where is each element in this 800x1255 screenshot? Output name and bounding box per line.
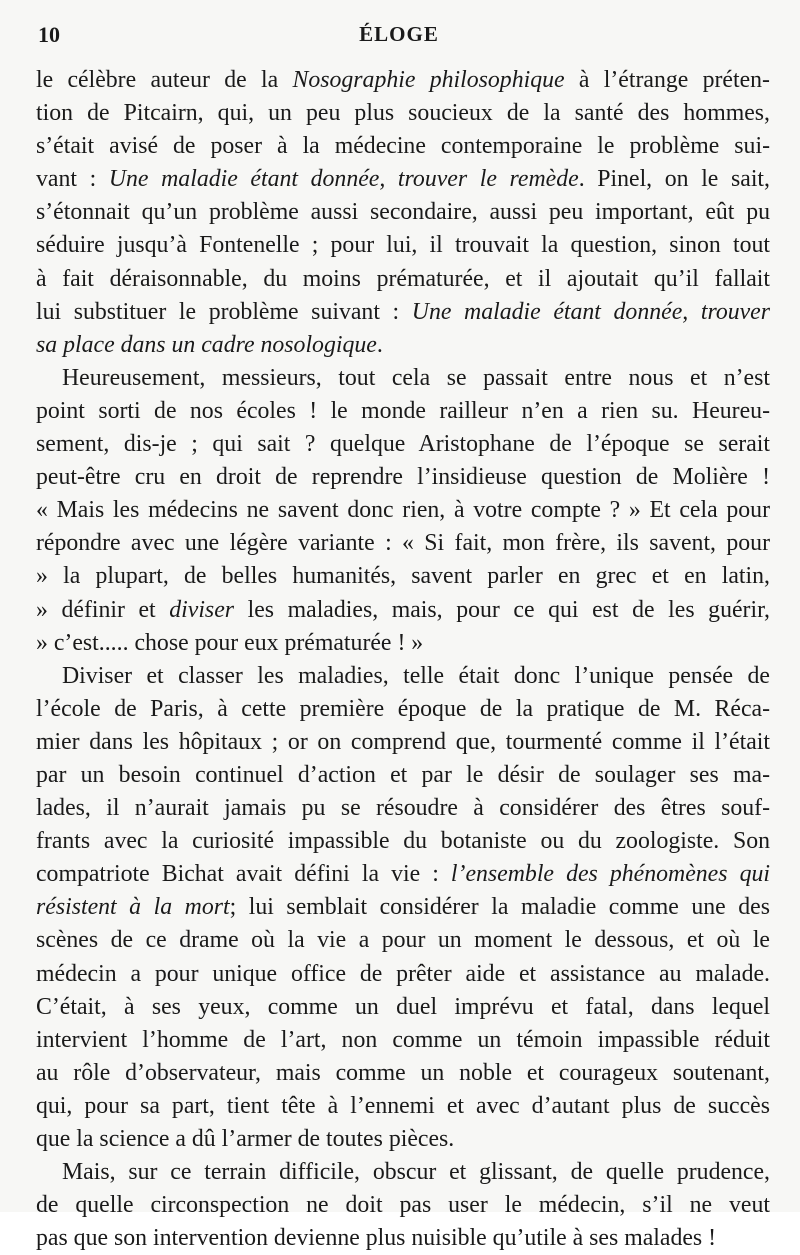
text-line: » définir et diviser les maladies, mais, pour ce qui est de les guérir,	[36, 596, 770, 623]
text-line: que la science a dû l’armer de toutes pièces.	[36, 1126, 455, 1152]
text-line: C’était, à ses yeux, comme un duel imprévu et fatal, dans lequel	[36, 993, 770, 1020]
text-line: mier dans les hôpitaux ; or on comprend que, tourmenté comme il l’était	[36, 728, 770, 755]
text-line: s’était avisé de poser à la médecine contemporaine le problème sui-	[36, 133, 770, 160]
paragraph	[36, 660, 770, 1156]
text-line: le célèbre auteur de la Nosographie philosophique à l’étrange préten-	[36, 67, 770, 93]
text-line: intervient l’homme de l’art, non comme un témoin impassible réduit	[36, 1026, 770, 1053]
text-line: médecin a pour unique office de prêter aide et assistance au malade.	[36, 960, 770, 987]
italic-phrase: diviser	[169, 596, 235, 623]
italic-phrase: sa place dans un cadre nosologique	[36, 331, 377, 358]
text-line: séduire jusqu’à Fontenelle ; pour lui, il trouvait la question, sinon tout	[36, 232, 770, 259]
text-line: Mais, sur ce terrain difficile, obscur et glissant, de quelle prudence,	[62, 1159, 770, 1186]
text-line: Heureusement, messieurs, tout cela se passait entre nous et n’est	[62, 364, 770, 391]
text-line: au rôle d’observateur, mais comme un noble et courageux soutenant,	[36, 1059, 770, 1086]
text-line: s’étonnait qu’un problème aussi secondaire, aussi peu important, eût pu	[36, 199, 770, 226]
italic-phrase: Une maladie étant donnée, trouver	[411, 298, 770, 325]
text-line: sa place dans un cadre nosologique.	[36, 331, 383, 358]
paragraph	[36, 362, 770, 660]
text-line: l’école de Paris, à cette première époque de la pratique de M. Réca-	[36, 695, 770, 722]
text-line: compatriote Bichat avait défini la vie : l’ensemble des phénomènes qui	[36, 861, 770, 888]
text-line: de quelle circonspection ne doit pas user le médecin, s’il ne veut	[36, 1192, 770, 1219]
paragraph	[36, 1156, 770, 1255]
paragraph	[36, 64, 770, 362]
text-line: vant : Une maladie étant donnée, trouver le remède. Pinel, on le sait,	[36, 166, 770, 193]
text-line: peut-être cru en droit de reprendre l’insidieuse question de Molière !	[36, 464, 770, 491]
page-number: 10	[38, 22, 60, 47]
text-line: « Mais les médecins ne savent donc rien, à votre compte ? » Et cela pour	[36, 497, 770, 524]
text-line: à fait déraisonnable, du moins prématurée, et il ajoutait qu’il fallait	[36, 265, 770, 292]
text-line: » c’est..... chose pour eux prématurée ! »	[36, 629, 424, 656]
text-line: qui, pour sa part, tient tête à l’ennemi et avec d’autant plus de succès	[36, 1092, 770, 1119]
text-line: scènes de ce drame où la vie a pour un moment le dessous, et où le	[36, 927, 770, 954]
text-line: sement, dis-je ; qui sait ? quelque Aristophane de l’époque se serait	[36, 431, 770, 458]
text-line: tion de Pitcairn, qui, un peu plus soucieux de la santé des hommes,	[36, 100, 770, 127]
text-line: répondre avec une légère variante : « Si fait, mon frère, ils savent, pour	[36, 530, 770, 557]
text-line: résistent à la mort; lui semblait considérer la maladie comme une des	[36, 894, 770, 921]
text-line: frants avec la curiosité impassible du botaniste ou du zoologiste. Son	[36, 828, 770, 855]
italic-phrase: Une maladie étant donnée, trouver le remède	[108, 166, 579, 193]
italic-phrase: résistent à la mort	[36, 894, 230, 921]
text-line: lui substituer le problème suivant : Une maladie étant donnée, trouver	[36, 298, 770, 325]
text-line: point sorti de nos écoles ! le monde railleur n’en a rien su. Heureu-	[36, 397, 770, 424]
text-line: Diviser et classer les maladies, telle était donc l’unique pensée de	[62, 662, 770, 689]
body-text	[36, 64, 770, 1255]
italic-phrase: l’ensemble des phénomènes qui	[450, 861, 770, 888]
page-header	[38, 22, 760, 52]
text-line: » la plupart, de belles humanités, savent parler en grec et en latin,	[36, 563, 770, 590]
text-line: lades, il n’aurait jamais pu se résoudre à considérer des êtres souf-	[36, 795, 770, 822]
text-line: pas que son intervention devienne plus nuisible qu’utile à ses malades !	[36, 1225, 717, 1252]
text-line: par un besoin continuel d’action et par le désir de soulager ses ma-	[36, 761, 770, 788]
running-title: ÉLOGE	[359, 22, 439, 46]
italic-phrase: Nosographie philosophique	[292, 67, 565, 93]
